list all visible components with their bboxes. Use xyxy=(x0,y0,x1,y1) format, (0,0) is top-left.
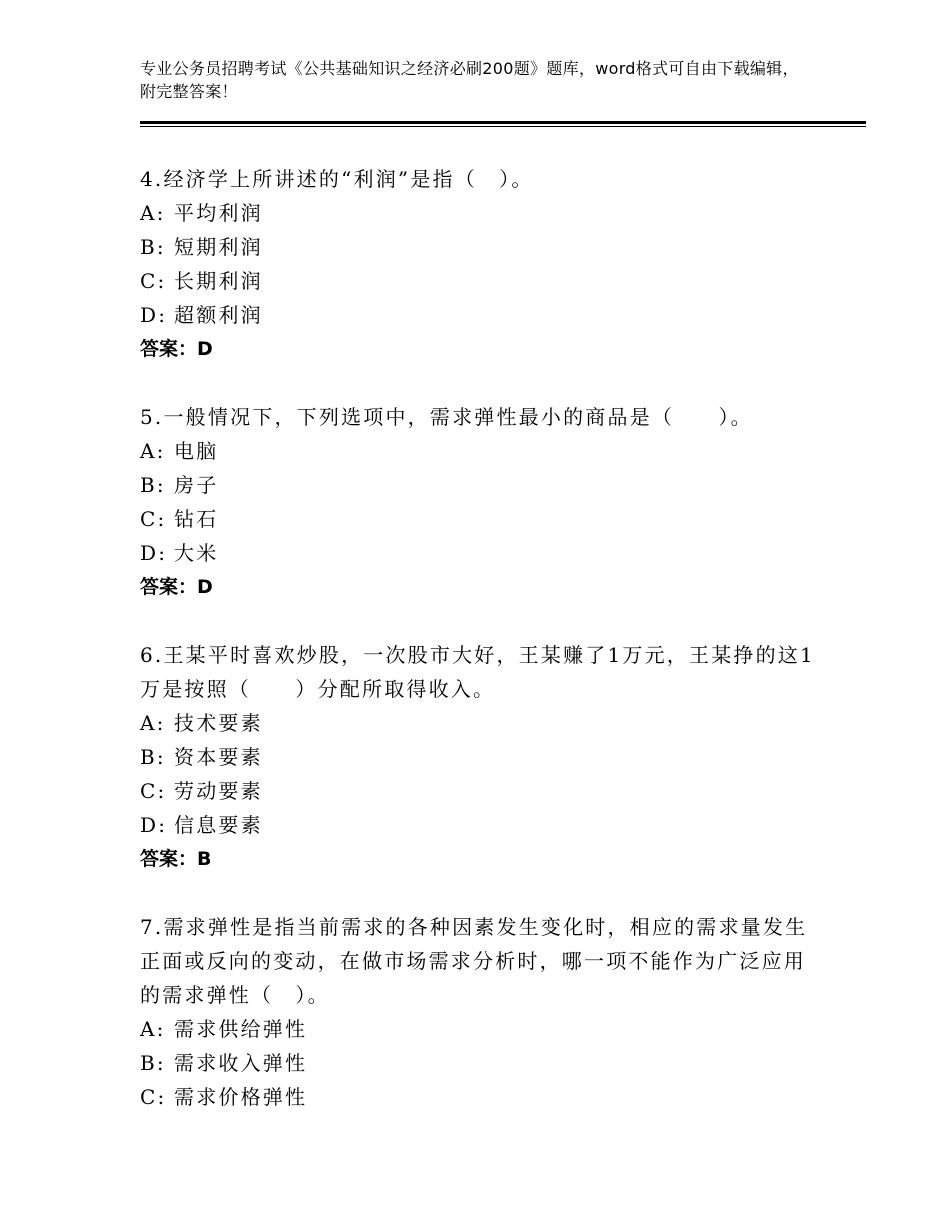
question-6 xyxy=(140,638,820,876)
option-c xyxy=(140,502,820,536)
option-text: 房子 xyxy=(174,473,219,497)
question-stem: 7.需求弹性是指当前需求的各种因素发生变化时，相应的需求量发生正面或反向的变动，在做市场需求分析时，哪一项不能作为广泛应用的需求弹性（ ）。 xyxy=(140,915,808,1007)
option-letter: C: xyxy=(140,1085,167,1109)
option-a xyxy=(140,196,820,230)
question-stem: 6.王某平时喜欢炒股，一次股市大好，王某赚了1万元，王某挣的这1万是按照（ ）分配所取得收入。 xyxy=(140,643,815,701)
option-text: 短期利润 xyxy=(174,235,263,259)
option-text: 电脑 xyxy=(174,439,219,463)
question-list xyxy=(140,162,820,1148)
option-text: 需求供给弹性 xyxy=(174,1017,308,1041)
option-c xyxy=(140,774,820,808)
option-letter: C: xyxy=(140,507,167,531)
option-c xyxy=(140,1080,820,1114)
option-letter: D: xyxy=(140,303,168,327)
option-text: 大米 xyxy=(174,541,219,565)
header-divider-thick xyxy=(140,121,866,124)
option-letter: A: xyxy=(140,1017,166,1041)
option-letter: B: xyxy=(140,473,166,497)
question-5 xyxy=(140,400,820,604)
option-letter: A: xyxy=(140,439,166,463)
option-letter: C: xyxy=(140,779,167,803)
option-text: 需求收入弹性 xyxy=(174,1051,308,1075)
option-text: 钻石 xyxy=(174,507,219,531)
answer-line: 答案：B xyxy=(140,848,212,870)
question-4 xyxy=(140,162,820,366)
option-text: 劳动要素 xyxy=(174,779,263,803)
option-c xyxy=(140,264,820,298)
option-letter: A: xyxy=(140,201,166,225)
option-a xyxy=(140,1012,820,1046)
option-text: 长期利润 xyxy=(174,269,263,293)
question-7 xyxy=(140,910,820,1114)
option-b xyxy=(140,1046,820,1080)
option-letter: D: xyxy=(140,813,168,837)
answer-line: 答案：D xyxy=(140,576,213,598)
option-text: 平均利润 xyxy=(174,201,263,225)
question-stem: 5.一般情况下，下列选项中，需求弹性最小的商品是（ ）。 xyxy=(140,405,753,429)
answer-line: 答案：D xyxy=(140,338,213,360)
option-text: 信息要素 xyxy=(174,813,263,837)
option-letter: B: xyxy=(140,1051,166,1075)
option-text: 技术要素 xyxy=(174,711,263,735)
option-d xyxy=(140,808,820,842)
option-a xyxy=(140,706,820,740)
option-letter: C: xyxy=(140,269,167,293)
option-b xyxy=(140,740,820,774)
option-text: 资本要素 xyxy=(174,745,263,769)
question-stem: 4.经济学上所讲述的“利润”是指（ ）。 xyxy=(140,167,534,191)
option-letter: A: xyxy=(140,711,166,735)
option-text: 需求价格弹性 xyxy=(174,1085,308,1109)
option-d xyxy=(140,536,820,570)
option-b xyxy=(140,230,820,264)
header-divider-thin xyxy=(140,126,866,127)
option-letter: D: xyxy=(140,541,168,565)
option-d xyxy=(140,298,820,332)
option-letter: B: xyxy=(140,235,166,259)
option-a xyxy=(140,434,820,468)
option-b xyxy=(140,468,820,502)
option-letter: B: xyxy=(140,745,166,769)
option-text: 超额利润 xyxy=(174,303,263,327)
document-header: 专业公务员招聘考试《公共基础知识之经济必刷200题》题库，word格式可自由下载编辑，附完整答案！ xyxy=(140,59,799,101)
